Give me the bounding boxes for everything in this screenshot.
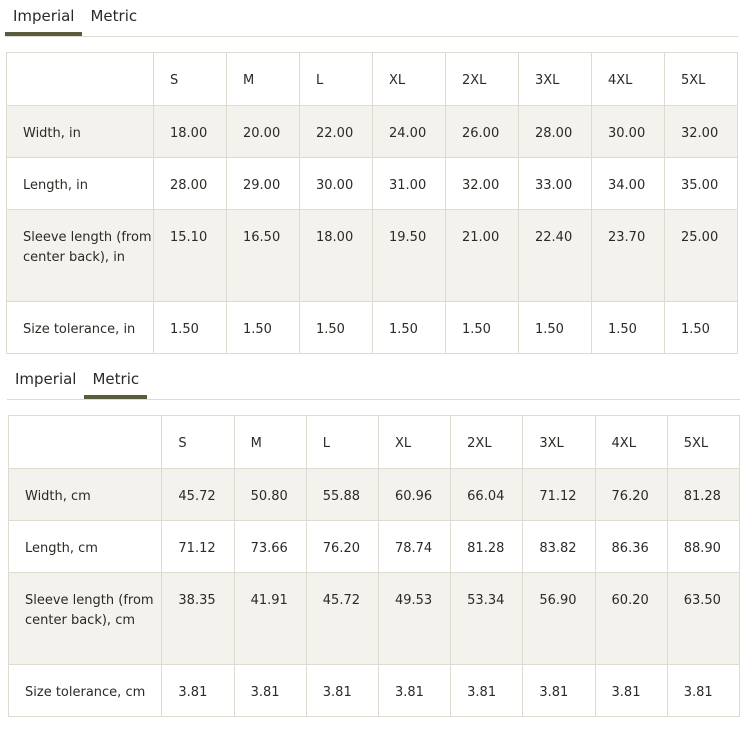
measurement-value: 3.81 <box>523 665 595 717</box>
measurement-value: 3.81 <box>306 665 378 717</box>
measurement-value: 20.00 <box>227 106 300 158</box>
size-header-cell: 4XL <box>595 416 667 469</box>
measurement-value: 30.00 <box>300 158 373 210</box>
measurement-value: 83.82 <box>523 521 595 573</box>
measurement-value: 86.36 <box>595 521 667 573</box>
size-table-metric <box>8 415 740 717</box>
measurement-value: 41.91 <box>234 573 306 665</box>
measurement-value: 53.34 <box>451 573 523 665</box>
tab-imperial[interactable]: Imperial <box>15 370 77 388</box>
measurement-value: 34.00 <box>592 158 665 210</box>
measurement-value: 25.00 <box>665 210 738 302</box>
tab-metric[interactable]: Metric <box>84 363 147 399</box>
size-header-cell: M <box>227 53 300 106</box>
table-row <box>7 106 738 158</box>
measurement-value: 81.28 <box>667 469 739 521</box>
size-header-cell: 2XL <box>451 416 523 469</box>
measurement-value: 3.81 <box>451 665 523 717</box>
measurement-value: 88.90 <box>667 521 739 573</box>
measurement-value: 28.00 <box>519 106 592 158</box>
measurement-value: 18.00 <box>154 106 227 158</box>
measurement-value: 50.80 <box>234 469 306 521</box>
measurement-value: 55.88 <box>306 469 378 521</box>
size-header-cell: S <box>154 53 227 106</box>
table-row <box>9 665 740 717</box>
measurement-value: 18.00 <box>300 210 373 302</box>
measurement-value: 29.00 <box>227 158 300 210</box>
measurement-value: 3.81 <box>162 665 234 717</box>
measurement-value: 21.00 <box>446 210 519 302</box>
measurement-value: 23.70 <box>592 210 665 302</box>
measurement-value: 1.50 <box>592 302 665 354</box>
measurement-value: 22.00 <box>300 106 373 158</box>
size-header-cell: M <box>234 416 306 469</box>
measurement-value: 15.10 <box>154 210 227 302</box>
measurement-value: 31.00 <box>373 158 446 210</box>
measurement-value: 60.20 <box>595 573 667 665</box>
header-corner-cell <box>9 416 162 469</box>
table-header-row <box>7 53 738 106</box>
size-header-cell: L <box>306 416 378 469</box>
measurement-value: 26.00 <box>446 106 519 158</box>
measurement-value: 71.12 <box>523 469 595 521</box>
tab-imperial[interactable]: Imperial <box>5 0 82 36</box>
size-table-imperial <box>6 52 738 354</box>
measurement-value: 33.00 <box>519 158 592 210</box>
table-row <box>9 573 740 665</box>
unit-tabs-metric-section <box>7 363 740 400</box>
measurement-value: 19.50 <box>373 210 446 302</box>
measurement-value: 66.04 <box>451 469 523 521</box>
measurement-value: 3.81 <box>234 665 306 717</box>
measurement-value: 45.72 <box>306 573 378 665</box>
size-header-cell: 5XL <box>665 53 738 106</box>
table-row <box>9 469 740 521</box>
measurement-label: Size tolerance, cm <box>9 665 162 717</box>
measurement-value: 3.81 <box>378 665 450 717</box>
measurement-value: 71.12 <box>162 521 234 573</box>
measurement-value: 73.66 <box>234 521 306 573</box>
unit-tabs-imperial-section <box>5 0 738 37</box>
measurement-value: 60.96 <box>378 469 450 521</box>
table-row <box>7 158 738 210</box>
measurement-value: 3.81 <box>667 665 739 717</box>
measurement-value: 1.50 <box>665 302 738 354</box>
measurement-value: 1.50 <box>300 302 373 354</box>
measurement-label: Width, cm <box>9 469 162 521</box>
measurement-value: 1.50 <box>373 302 446 354</box>
measurement-label: Sleeve length (from center back), cm <box>9 573 162 665</box>
table-row <box>7 210 738 302</box>
size-header-cell: 4XL <box>592 53 665 106</box>
measurement-label: Sleeve length (from center back), in <box>7 210 154 302</box>
table-row <box>7 302 738 354</box>
table-header-row <box>9 416 740 469</box>
measurement-value: 1.50 <box>227 302 300 354</box>
measurement-value: 32.00 <box>665 106 738 158</box>
measurement-value: 63.50 <box>667 573 739 665</box>
measurement-value: 22.40 <box>519 210 592 302</box>
tab-metric[interactable]: Metric <box>90 7 138 25</box>
measurement-value: 3.81 <box>595 665 667 717</box>
measurement-value: 28.00 <box>154 158 227 210</box>
measurement-value: 32.00 <box>446 158 519 210</box>
measurement-label: Length, in <box>7 158 154 210</box>
size-header-cell: L <box>300 53 373 106</box>
measurement-value: 1.50 <box>154 302 227 354</box>
size-header-cell: 3XL <box>523 416 595 469</box>
table-row <box>9 521 740 573</box>
measurement-value: 78.74 <box>378 521 450 573</box>
measurement-value: 76.20 <box>595 469 667 521</box>
measurement-value: 45.72 <box>162 469 234 521</box>
size-header-cell: 3XL <box>519 53 592 106</box>
measurement-label: Size tolerance, in <box>7 302 154 354</box>
size-header-cell: XL <box>373 53 446 106</box>
size-header-cell: 5XL <box>667 416 739 469</box>
measurement-value: 56.90 <box>523 573 595 665</box>
measurement-label: Width, in <box>7 106 154 158</box>
size-header-cell: 2XL <box>446 53 519 106</box>
measurement-value: 76.20 <box>306 521 378 573</box>
measurement-value: 30.00 <box>592 106 665 158</box>
size-header-cell: S <box>162 416 234 469</box>
measurement-value: 16.50 <box>227 210 300 302</box>
measurement-value: 81.28 <box>451 521 523 573</box>
measurement-value: 1.50 <box>519 302 592 354</box>
measurement-label: Length, cm <box>9 521 162 573</box>
measurement-value: 24.00 <box>373 106 446 158</box>
size-header-cell: XL <box>378 416 450 469</box>
measurement-value: 38.35 <box>162 573 234 665</box>
measurement-value: 1.50 <box>446 302 519 354</box>
measurement-value: 49.53 <box>378 573 450 665</box>
measurement-value: 35.00 <box>665 158 738 210</box>
header-corner-cell <box>7 53 154 106</box>
